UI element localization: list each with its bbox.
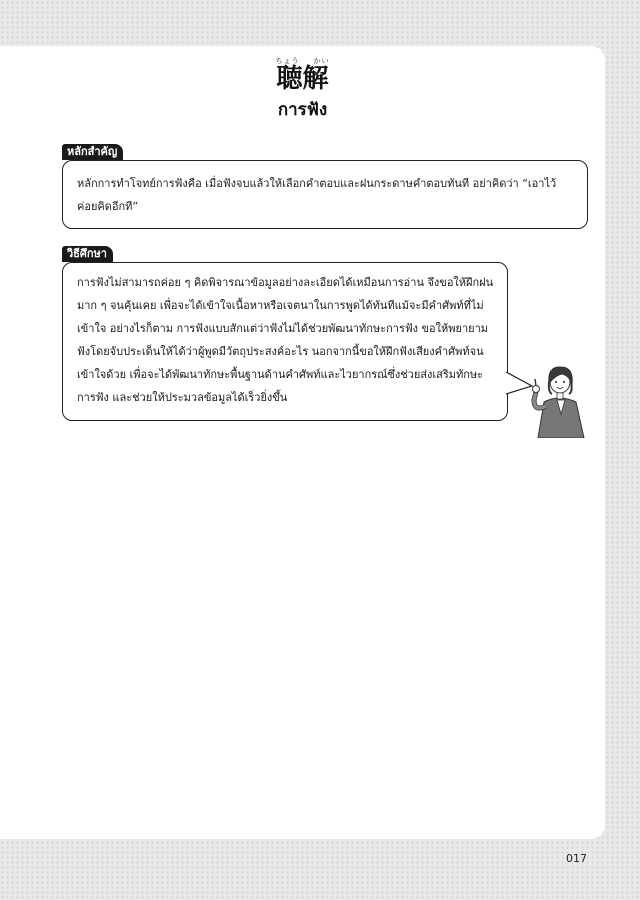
- study-method-text: การฟังไม่สามารถค่อย ๆ คิดพิจารณาข้อมูลอย่างละเอียดได้เหมือนการอ่าน จึงขอให้ฝึกฝนมาก ๆ จนคุ้นเคย เพื่อจะได้เข้าใจเนื้อหาหรือเจตนาในการพูดได้ทันทีแม้จะมีคำศัพท์ที่ไม่เข้าใจ อย่างไรก็ตาม การฟังแบบสักแต่ว่าฟังไม่ได้ช่วยพัฒนาทักษะการฟัง ขอให้พยายามฟังโดยจับประเด็นให้ได้ว่าผู้พูดมีวัตถุประสงค์อะไร นอกจากนี้ขอให้ฝึกฟังเสียงคำศัพท์จนเข้าใจด้วย เพื่อจะได้พัฒนาทักษะพื้นฐานด้านคำศัพท์และไวยากรณ์ซึ่งช่วยส่งเสริมทักษะการฟัง และช่วยให้ประมวลข้อมูลได้เร็วยิ่งขึ้น: [77, 276, 494, 404]
- kanji-title: 聴解: [276, 64, 329, 94]
- thai-title: การฟัง: [277, 100, 328, 120]
- title-block: [0, 56, 605, 123]
- furigana-2: かい: [313, 57, 330, 65]
- key-points-text: หลักการทำโจทย์การฟังคือ เมื่อฟังจบแล้วให้เลือกคำตอบและฝนกระดาษคำตอบทันที อย่าคิดว่า “เอาไว้ค่อยคิดอีกที”: [77, 177, 557, 213]
- page-number: 017: [566, 852, 587, 865]
- furigana-1: ちょう: [275, 57, 300, 65]
- key-points-box: [62, 160, 588, 229]
- key-points-label: หลักสำคัญ: [62, 144, 123, 160]
- teacher-illustration-icon: [524, 352, 594, 438]
- study-method-label: วิธีศึกษา: [62, 246, 113, 262]
- study-method-box: [62, 262, 508, 421]
